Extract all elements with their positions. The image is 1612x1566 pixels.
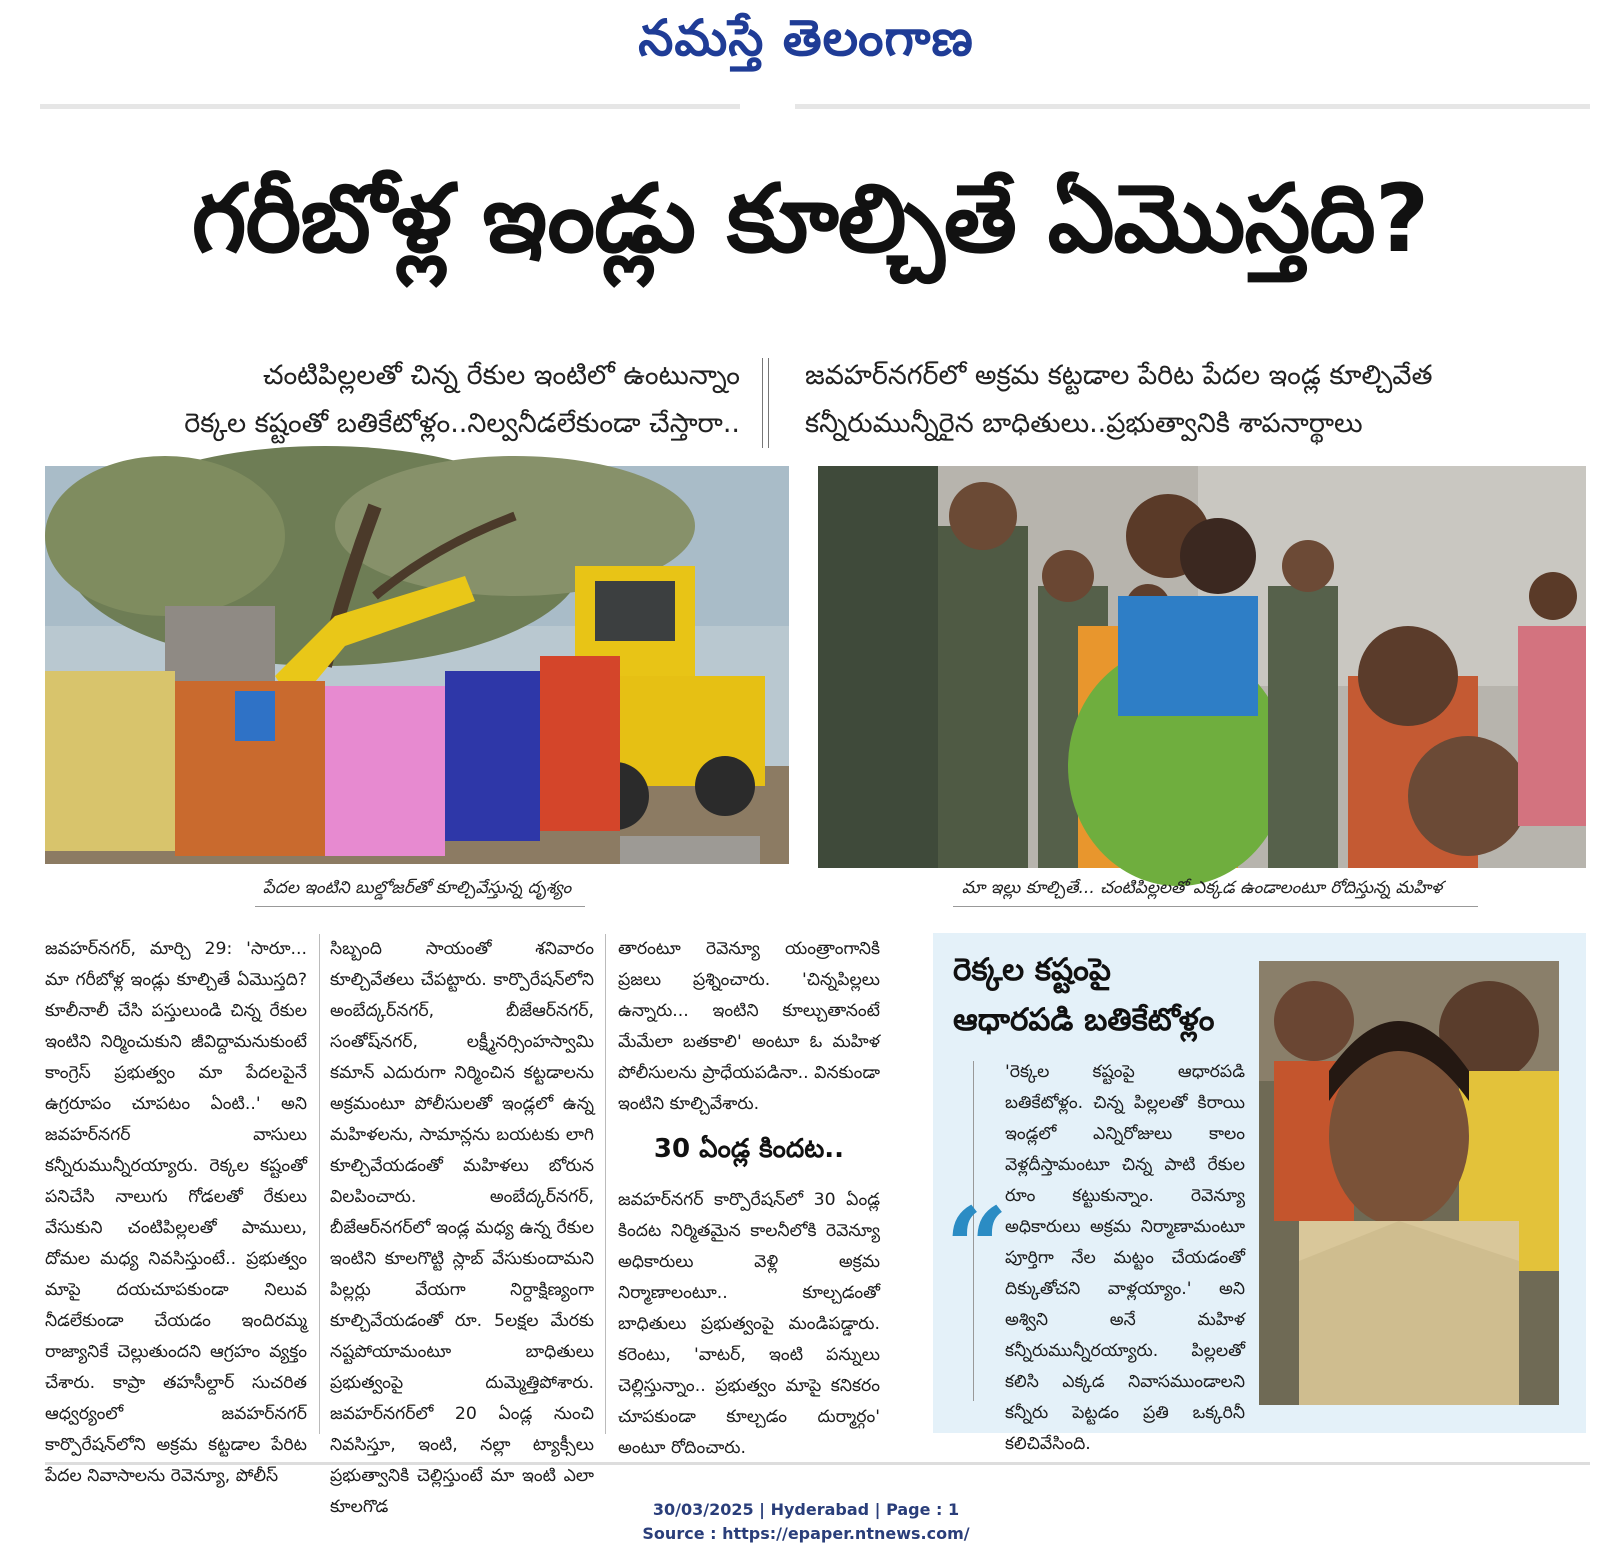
caption-underline-right [953, 906, 1478, 907]
headline: గరీబోళ్ల ఇండ్లు కూల్చితే ఏమొస్తది? [191, 165, 1429, 274]
quotation-mark-icon: “ [945, 1183, 1009, 1312]
top-rule-left [40, 104, 740, 109]
article-column-1: జవహర్‌నగర్, మార్చి 29: 'సారూ... మా గరీబోళ్ల ఇండ్లు కూల్చితే ఏమొస్తది? కూలీనాలీ చేసి పస్తులుండి చిన్న రేకుల ఇంటిని నిర్మించుకుని జీవిద్దామనుకుంటే కాంగ్రెస్ ప్రభుత్వం మా పేదలపైనే ఉగ్రరూపం చూపటం ఏంటి..' అని జవహర్‌నగర్ వాసులు కన్నీరుమున్నీరయ్యారు. రెక్కల కష్టంతో పనిచేసి నాలుగు గోడలతో రేకులు వేసుకుని చంటిపిల్లలతో పాములు, దోమల మధ్య నివసిస్తుంటే.. ప్రభుత్వం మాపై దయచూపకుండా నిలువ నీడలేకుండా చేయడం ఇందిరమ్మ రాజ్యానికే చెల్లుతుందని ఆగ్రహం వ్యక్తం చేశారు. కాప్రా తహసీల్దార్ సుచరిత ఆధ్వర్యంలో జవహర్‌నగర్ కార్పొరేషన్‌లోని అక్రమ కట్టడాల పేరిట పేదల నివాసాలను రెవెన్యూ, పోలీస్ [45, 939, 307, 1486]
deck-left-line-2: రెక్కల కష్టంతో బతికేటోళ్లం..నిల్వనీడలేకుండా చేస్తారా.. [184, 408, 740, 439]
sidebar-quote-text: 'రెక్కల కష్టంపై ఆధారపడి బతికేటోళ్లం. చిన్న పిల్లలతో కిరాయి ఇండ్లలో ఎన్నిరోజులు కాలం వెళ్లదీస్తామంటూ చిన్న పాటి రేకుల రూం కట్టుకున్నాం. రెవెన్యూ అధికారులు అక్రమ నిర్మాణామంటూ పూర్తిగా నేల మట్టం చేయడంతో దిక్కుతోచని వాళ్లయ్యాం.' అని అశ్విని అనే మహిళ కన్నీరుమున్నీరయ్యారు. పిల్లలతో కలిసి ఎక్కడ నివాసముండాలని కన్నీరు పెట్టడం ప్రతి ఒక్కరినీ కలిచివేసింది. [1005, 1062, 1245, 1454]
column-3-subhead: 30 ఏండ్ల కిందట.. [653, 1134, 845, 1164]
sidebar-title [953, 945, 1253, 1045]
article-column-3-bottom: జవహర్‌నగర్ కార్పొరేషన్‌లో 30 ఏండ్ల కిందట నిర్మితమైన కాలనీలోకి రెవెన్యూ అధికారులు వెళ్లి అక్రమ నిర్మాణాలంటూ.. కూల్చడంతో బాధితులు ప్రభుత్వంపై మండిపడ్డారు. కరెంటు, 'వాటర్, ఇంటి పన్నులు చెల్లిస్తున్నాం.. ప్రభుత్వం మాపై కనికరం చూపకుండా కూల్చడం దుర్మార్గం' అంటూ రోదించారు. [618, 1190, 880, 1458]
sidebar-title-line-2: ఆధారపడి బతికేటోళ్లం [953, 1002, 1215, 1038]
footer-rule [45, 1462, 1590, 1465]
sidebar-title-line-1: రెక్కల కష్టంపై [953, 952, 1111, 988]
caption-crying-woman: మా ఇల్లు కూల్చితే... చంటిపిల్లలతో ఎక్కడ ఉండాలంటూ రోదిస్తున్న మహిళ [961, 878, 1443, 898]
deck-divider [762, 358, 769, 448]
deck-left [50, 352, 740, 448]
caption-underline-left [255, 906, 585, 907]
deck-right-line-2: కన్నీరుమున్నీరైన బాధితులు..ప్రభుత్వానికి శాపనార్థాలు [805, 408, 1363, 439]
footer-source-link[interactable]: Source : https://epaper.ntnews.com/ [642, 1524, 970, 1543]
sidebar-box [933, 933, 1586, 1454]
deck-left-line-1: చంటిపిల్లలతో చిన్న రేకుల ఇంటిలో ఉంటున్నాం [262, 360, 740, 391]
column-separator-2 [605, 934, 606, 1434]
article-column-3-top: తారంటూ రెవెన్యూ యంత్రాంగానికి ప్రజలు ప్రశ్నించారు. 'చిన్నపిల్లలు ఉన్నారు... ఇంటిని కూల్చుతానంటే మేమేలా బతకాలి' అంటూ ఓ మహిళ పోలీసులను ప్రాధేయపడినా.. వినకుండా ఇంటిని కూల్చివేశారు. [618, 939, 880, 1114]
caption-bulldozer: పేదల ఇంటిని బుల్డోజర్‌తో కూల్చివేస్తున్న దృశ్యం [262, 878, 572, 898]
deck-right [805, 352, 1565, 448]
article-column-2: సిబ్బంది సాయంతో శనివారం కూల్చివేతలు చేపట్టారు. కార్పొరేషన్‌లోని అంబేద్కర్‌నగర్, బీజేఆర్‌నగర్, సంతోష్‌నగర్, లక్ష్మీనర్సింహస్వామి కమాన్ ఎదురుగా నిర్మించిన కట్టడాలను అక్రమంటూ పోలీసులతో ఇండ్లలో ఉన్న మహిళలను, సామాన్లను బయటకు లాగి కూల్చివేయడంతో మహిళలు బోరున విలపించారు. అంబేద్కర్‌నగర్, బీజేఆర్‌నగర్‌లో ఇండ్ల మధ్య ఉన్న రేకుల ఇంటిని కూలగొట్టి స్లాబ్ వేసుకుందామని పిల్లర్లు వేయగా నిర్దాక్షిణ్యంగా కూల్చివేయడంతో రూ. 5లక్షల మేరకు నష్టపోయామంటూ బాధితులు ప్రభుత్వంపై దుమ్మెత్తిపోశారు. జవహర్‌నగర్‌లో 20 ఏండ్ల నుంచి నివసిస్తూ, ఇంటి, నల్లా ట్యాక్సీలు ప్రభుత్వానికి చెల్లిస్తుంటే మా ఇంటి ఎలా కూలగొడ [330, 939, 594, 1517]
sidebar-photo-woman [1259, 961, 1559, 1405]
footer-date-line: 30/03/2025 | Hyderabad | Page : 1 [652, 1500, 960, 1519]
column-separator-1 [319, 934, 320, 1434]
photo-bulldozer [45, 466, 789, 864]
top-rule-right [795, 104, 1590, 109]
masthead-logo: నమస్తే తెలంగాణ [638, 8, 974, 67]
photo-crying-woman [818, 466, 1586, 868]
deck-right-line-1: జవహర్‌నగర్‌లో అక్రమ కట్టడాల పేరిట పేదల ఇండ్ల కూల్చివేత [805, 360, 1433, 391]
